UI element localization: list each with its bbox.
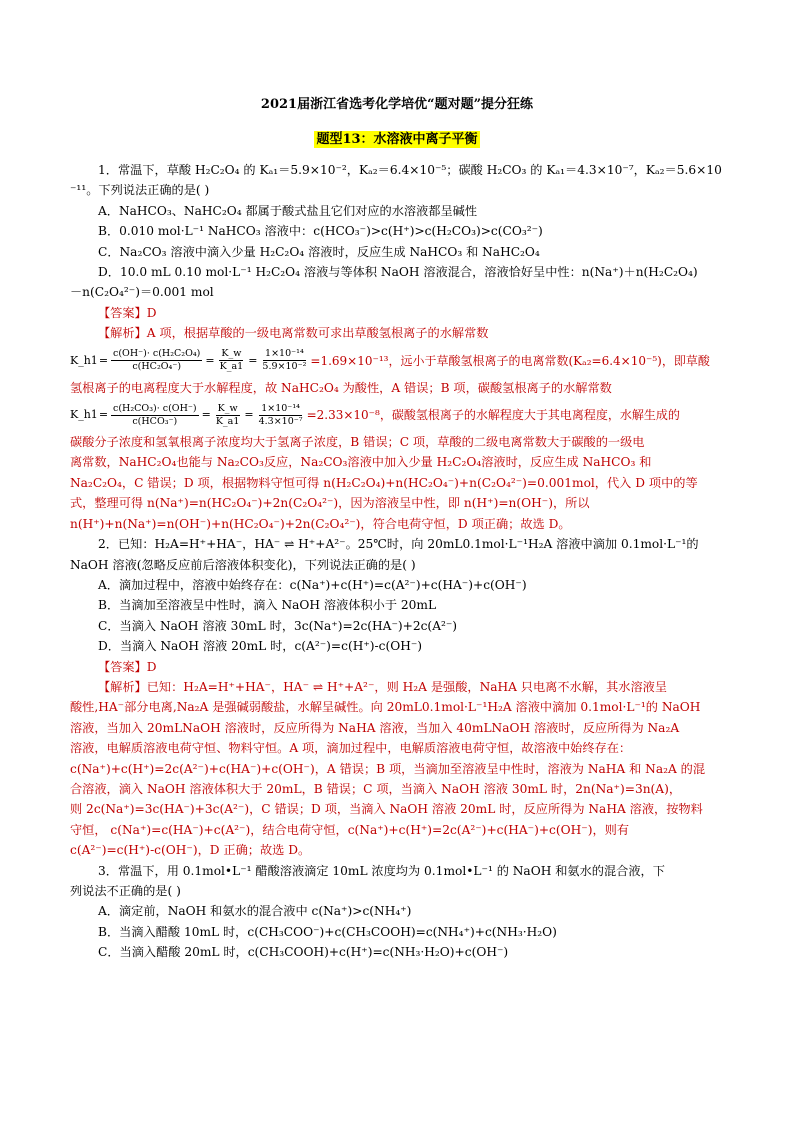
q1-f1-fraction-3 xyxy=(260,348,308,373)
q1-f1-tail: =1.69×10⁻¹³，远小于草酸氢根离子的电离常数(Kₐ₂=6.4×10⁻⁵)，即草酸 xyxy=(310,353,710,368)
q3-stem-line-1: 3．常温下，用 0.1mol•L⁻¹ 醋酸溶液滴定 10mL 浓度均为 0.1mol•L⁻¹ 的 NaOH 和氨水的混合液，下 xyxy=(98,863,665,878)
q2-analysis-line-9: c(A²⁻)=c(H⁺)-c(OH⁻)，D 正确；故选 D。 xyxy=(70,843,311,858)
q2-stem-line-1: 2．已知：H₂A=H⁺+HA⁻，HA⁻ ⇌ H⁺+A²⁻。25℃时，向 20mL0.1mol·L⁻¹H₂A 溶液中滴加 0.1mol·L⁻¹的 xyxy=(98,537,699,552)
q2-option-b: B．当滴加至溶液呈中性时，滴入 NaOH 溶液体积小于 20mL xyxy=(98,598,437,613)
q1-f2-fraction-1 xyxy=(111,403,199,428)
q2-analysis-line-4: 溶液，电解质溶液电荷守恒、物料守恒。A 项，滴加过程中，电解质溶液电荷守恒，故溶液中始终存在： xyxy=(70,741,632,756)
q1-analysis-intro: 【解析】A 项，根据草酸的一级电离常数可求出草酸氢根离子的水解常数 xyxy=(98,326,489,341)
equals-sign: = xyxy=(244,408,254,422)
q1-f2-lhs: K_h1 xyxy=(70,408,98,422)
q1-option-c: C．Na₂CO₃ 溶液中滴入少量 H₂C₂O₄ 溶液时，反应生成 NaHCO₃ 和 NaHC₂O₄ xyxy=(98,244,540,259)
fraction-numerator: K_w xyxy=(221,348,242,360)
fraction-denominator: 5.9×10⁻² xyxy=(262,361,307,373)
q2-analysis-line-7: 则 2c(Na⁺)=3c(HA⁻)+3c(A²⁻)，C 错误；D 项，当滴入 NaOH 溶液 20mL 时，反应所得为 NaHA 溶液，按物料 xyxy=(70,802,703,817)
q1-formula-2 xyxy=(70,398,724,432)
fraction-numerator: c(OH⁻)· c(H₂C₂O₄) xyxy=(113,348,201,360)
q3-option-a: A．滴定前，NaOH 和氨水的混合液中 c(Na⁺)>c(NH₄⁺) xyxy=(98,904,412,919)
q1-analysis-line-7: n(H⁺)+n(Na⁺)=n(OH⁻)+n(HC₂O₄⁻)+2n(C₂O₄²⁻)，符合电荷守恒，D 项正确；故选 D。 xyxy=(70,516,571,531)
q1-option-a: A．NaHCO₃、NaHC₂O₄ 都属于酸式盐且它们对应的水溶液都呈碱性 xyxy=(98,203,478,218)
q1-analysis-line-5: Na₂C₂O₄，C 错误；D 项，根据物料守恒可得 n(H₂C₂O₄)+n(HC₂O₄⁻)+n(C₂O₄²⁻)=0.001mol，代入 D 项中的等 xyxy=(70,475,698,490)
q1-formula-1 xyxy=(70,344,724,378)
fraction-denominator: c(HC₂O₄⁻) xyxy=(132,361,182,373)
q2-analysis-line-2: 酸性,HA⁻部分电离,Na₂A 是强碱弱酸盐，水解呈碱性。向 20mL0.1mol·L⁻¹H₂A 溶液中滴加 0.1mol·L⁻¹的 NaOH xyxy=(70,700,701,715)
question-2 xyxy=(70,534,724,861)
equals-sign: = xyxy=(98,353,109,367)
fraction-numerator: c(H₂CO₃)· c(OH⁻) xyxy=(113,402,197,414)
q1-f1-fraction-1 xyxy=(111,348,202,373)
question-1 xyxy=(70,160,724,534)
equals-sign: = xyxy=(201,408,211,422)
q1-f2-tail: =2.33×10⁻⁸，碳酸氢根离子的水解程度大于其电离程度，水解生成的 xyxy=(306,408,680,423)
q1-f2-fraction-3 xyxy=(257,403,305,428)
fraction-numerator: K_w xyxy=(217,402,238,414)
fraction-denominator: K_a1 xyxy=(219,361,244,373)
q2-analysis-line-8: 守恒， c(Na⁺)=c(HA⁻)+c(A²⁻)，结合电荷守恒，c(Na⁺)+c(H⁺)=2c(A²⁻)+c(HA⁻)+c(OH⁻)，则有 xyxy=(70,822,630,837)
q1-option-d-line-1: D．10.0 mL 0.10 mol·L⁻¹ H₂C₂O₄ 溶液与等体积 NaOH 溶液混合，溶液恰好呈中性：n(Na⁺)＋n(H₂C₂O₄) xyxy=(98,265,698,280)
q1-analysis-line-3: 碳酸分子浓度和氢氧根离子浓度均大于氢离子浓度，B 错误；C 项，草酸的二级电离常数大于碳酸的一级电 xyxy=(70,435,645,450)
equals-sign: = xyxy=(205,353,215,367)
q3-option-c: C．当滴入醋酸 20mL 时，c(CH₃COOH)+c(H⁺)=c(NH₃·H₂O)+c(OH⁻) xyxy=(98,945,509,960)
document-page xyxy=(70,96,724,963)
document-title: 2021届浙江省选考化学培优“题对题”提分狂练 xyxy=(260,97,534,112)
q1-option-b: B．0.010 mol·L⁻¹ NaHCO₃ 溶液中：c(HCO₃⁻)>c(H⁺)>c(H₂CO₃)>c(CO₃²⁻) xyxy=(98,224,543,239)
q1-analysis-line-4: 离常数，NaHC₂O₄也能与 Na₂CO₃反应，Na₂CO₃溶液中加入少量 H₂C₂O₄溶液时，反应生成 NaHCO₃ 和 xyxy=(70,455,652,470)
section-subtitle: 题型13：水溶液中离子平衡 xyxy=(316,132,478,147)
q1-analysis-line-2: 氢根离子的电离程度大于水解程度，故 NaHC₂O₄ 为酸性，A 错误；B 项，碳酸氢根离子的水解常数 xyxy=(70,380,612,395)
fraction-numerator: 1×10⁻¹⁴ xyxy=(261,402,300,414)
q3-option-b: B．当滴入醋酸 10mL 时，c(CH₃COO⁻)+c(CH₃COOH)=c(NH₄⁺)+c(NH₃·H₂O) xyxy=(98,924,557,939)
q3-stem-line-2: 列说法不正确的是( ) xyxy=(70,884,181,898)
q1-f2-fraction-2 xyxy=(214,403,242,428)
q1-f1-lhs: K_h1 xyxy=(70,353,98,367)
q2-option-c: C．当滴入 NaOH 溶液 30mL 时，3c(Na⁺)=2c(HA⁻)+2c(A²⁻) xyxy=(98,618,458,633)
q2-analysis-line-6: 合溶液，滴入 NaOH 溶液体积大于 20mL，B 错误；C 项，当滴入 NaOH 溶液 30mL 时，2n(Na⁺)=3n(A)， xyxy=(70,781,682,796)
fraction-denominator: K_a1 xyxy=(215,415,240,427)
q1-f1-fraction-2 xyxy=(218,348,246,373)
q1-analysis-line-6: 式，整理可得 n(Na⁺)=n(HC₂O₄⁻)+2n(C₂O₄²⁻)，因为溶液呈中性，即 n(H⁺)=n(OH⁻)，所以 xyxy=(70,496,590,511)
q2-analysis-line-5: c(Na⁺)+c(H⁺)=2c(A²⁻)+c(HA⁻)+c(OH⁻)，A 错误；B 项，当滴加至溶液呈中性时，溶液为 NaHA 和 Na₂A 的混 xyxy=(70,761,706,776)
fraction-denominator: 4.3×10⁻⁷ xyxy=(258,415,303,427)
q2-analysis-line-1: 【解析】已知：H₂A=H⁺+HA⁻，HA⁻ ⇌ H⁺+A²⁻，则 H₂A 是强酸，NaHA 只电离不水解，其水溶液呈 xyxy=(98,679,668,694)
q2-stem-line-2: NaOH 溶液(忽略反应前后溶液体积变化)，下列说法正确的是( ) xyxy=(70,557,416,572)
equals-sign: = xyxy=(98,408,109,422)
equals-sign: = xyxy=(248,353,258,367)
fraction-denominator: c(HCO₃⁻) xyxy=(132,415,178,427)
q1-answer: 【答案】D xyxy=(98,305,157,320)
q2-option-d: D．当滴入 NaOH 溶液 20mL 时，c(A²⁻)=c(H⁺)-c(OH⁻) xyxy=(98,639,423,654)
q2-option-a: A．滴加过程中，溶液中始终存在：c(Na⁺)+c(H⁺)=c(A²⁻)+c(HA⁻)+c(OH⁻) xyxy=(98,577,527,592)
q2-answer: 【答案】D xyxy=(98,659,157,674)
question-3 xyxy=(70,861,724,963)
q2-analysis-line-3: 溶液，当加入 20mLNaOH 溶液时，反应所得为 NaHA 溶液，当加入 40mLNaOH 溶液时，反应所得为 Na₂A xyxy=(70,720,680,735)
q1-stem-line-1: 1．常温下，草酸 H₂C₂O₄ 的 Kₐ₁＝5.9×10⁻²，Kₐ₂＝6.4×10⁻⁵；碳酸 H₂CO₃ 的 Kₐ₁＝4.3×10⁻⁷，Kₐ₂＝5.6×10 xyxy=(98,163,722,177)
subtitle-wrap xyxy=(70,128,724,148)
q1-option-d-line-2: －n(C₂O₄²⁻)＝0.001 mol xyxy=(70,285,214,300)
q1-stem-line-2: ⁻¹¹。下列说法正确的是( ) xyxy=(70,183,210,198)
fraction-numerator: 1×10⁻¹⁴ xyxy=(265,348,304,360)
